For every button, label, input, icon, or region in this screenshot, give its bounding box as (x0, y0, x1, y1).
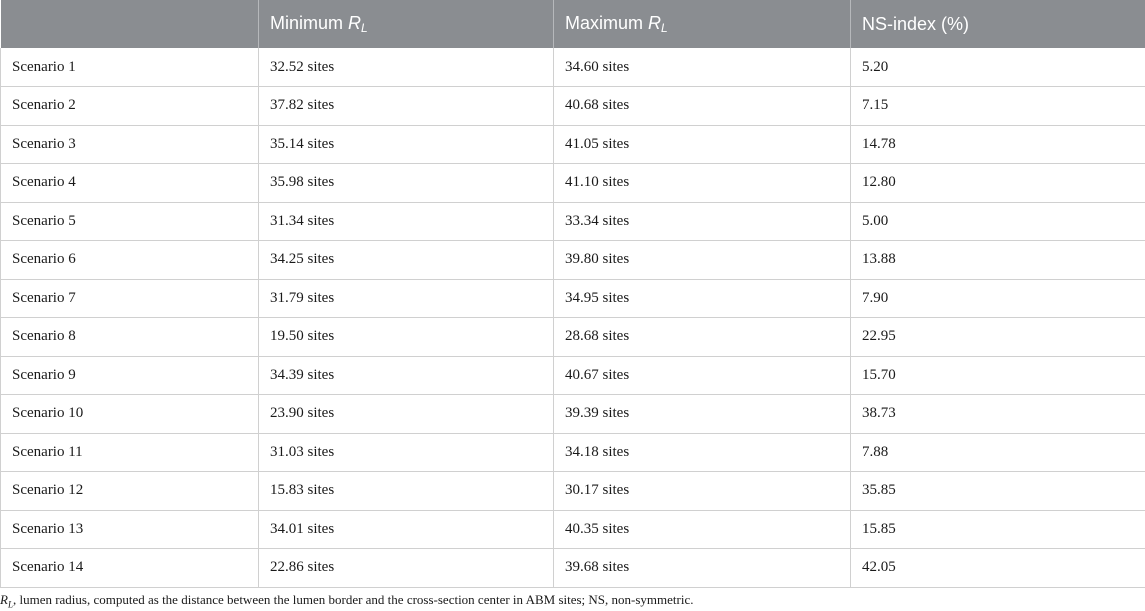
header-minimum-subscript: L (361, 21, 368, 35)
cell-maximum-rl: 28.68 sites (554, 318, 851, 357)
cell-minimum-rl: 31.34 sites (259, 202, 554, 241)
header-ns-index: NS-index (%) (851, 0, 1145, 48)
header-maximum-rl (554, 0, 851, 48)
cell-ns-index: 7.90 (851, 279, 1145, 318)
cell-ns-index: 15.70 (851, 356, 1145, 395)
cell-scenario: Scenario 3 (1, 125, 259, 164)
cell-ns-index: 12.80 (851, 164, 1145, 203)
footnote-text: , lumen radius, computed as the distance between the lumen border and the cross-section center in ABM sites; NS, non-symmetric. (12, 592, 694, 607)
cell-ns-index: 15.85 (851, 510, 1145, 549)
cell-minimum-rl: 22.86 sites (259, 549, 554, 588)
table-row (1, 279, 1145, 318)
cell-maximum-rl: 39.39 sites (554, 395, 851, 434)
cell-scenario: Scenario 8 (1, 318, 259, 357)
cell-maximum-rl: 39.80 sites (554, 241, 851, 280)
cell-maximum-rl: 40.35 sites (554, 510, 851, 549)
table-row (1, 48, 1145, 87)
cell-scenario: Scenario 5 (1, 202, 259, 241)
cell-scenario: Scenario 1 (1, 48, 259, 87)
cell-scenario: Scenario 10 (1, 395, 259, 434)
cell-scenario: Scenario 6 (1, 241, 259, 280)
table-row (1, 433, 1145, 472)
table-footnote (0, 592, 694, 610)
cell-scenario: Scenario 7 (1, 279, 259, 318)
cell-minimum-rl: 34.39 sites (259, 356, 554, 395)
cell-scenario: Scenario 14 (1, 549, 259, 588)
cell-minimum-rl: 23.90 sites (259, 395, 554, 434)
cell-ns-index: 22.95 (851, 318, 1145, 357)
cell-ns-index: 38.73 (851, 395, 1145, 434)
cell-ns-index: 5.20 (851, 48, 1145, 87)
cell-maximum-rl: 39.68 sites (554, 549, 851, 588)
header-row (1, 0, 1145, 48)
table-row (1, 318, 1145, 357)
cell-ns-index: 13.88 (851, 241, 1145, 280)
cell-minimum-rl: 34.25 sites (259, 241, 554, 280)
cell-maximum-rl: 33.34 sites (554, 202, 851, 241)
cell-minimum-rl: 35.98 sites (259, 164, 554, 203)
table-row (1, 395, 1145, 434)
cell-minimum-rl: 35.14 sites (259, 125, 554, 164)
header-minimum-symbol: R (348, 13, 362, 33)
cell-maximum-rl: 40.68 sites (554, 87, 851, 126)
cell-ns-index: 14.78 (851, 125, 1145, 164)
cell-maximum-rl: 41.05 sites (554, 125, 851, 164)
cell-maximum-rl: 34.18 sites (554, 433, 851, 472)
table-row (1, 164, 1145, 203)
table-row (1, 549, 1145, 588)
cell-minimum-rl: 31.03 sites (259, 433, 554, 472)
table-row (1, 125, 1145, 164)
header-maximum-label: Maximum (565, 13, 649, 33)
table-row (1, 241, 1145, 280)
header-scenario (1, 0, 259, 48)
cell-maximum-rl: 34.95 sites (554, 279, 851, 318)
cell-minimum-rl: 19.50 sites (259, 318, 554, 357)
cell-maximum-rl: 30.17 sites (554, 472, 851, 511)
cell-ns-index: 42.05 (851, 549, 1145, 588)
table-row (1, 202, 1145, 241)
cell-minimum-rl: 15.83 sites (259, 472, 554, 511)
cell-ns-index: 5.00 (851, 202, 1145, 241)
table-row (1, 87, 1145, 126)
cell-maximum-rl: 40.67 sites (554, 356, 851, 395)
footnote-subscript: L (7, 599, 13, 610)
cell-scenario: Scenario 4 (1, 164, 259, 203)
header-minimum-label: Minimum (270, 13, 349, 33)
cell-ns-index: 7.88 (851, 433, 1145, 472)
header-maximum-symbol: R (648, 13, 662, 33)
cell-scenario: Scenario 2 (1, 87, 259, 126)
cell-maximum-rl: 41.10 sites (554, 164, 851, 203)
cell-scenario: Scenario 12 (1, 472, 259, 511)
header-minimum-rl (259, 0, 554, 48)
table-row (1, 472, 1145, 511)
cell-ns-index: 7.15 (851, 87, 1145, 126)
cell-scenario: Scenario 13 (1, 510, 259, 549)
table-row (1, 510, 1145, 549)
cell-ns-index: 35.85 (851, 472, 1145, 511)
cell-scenario: Scenario 11 (1, 433, 259, 472)
cell-minimum-rl: 34.01 sites (259, 510, 554, 549)
cell-minimum-rl: 31.79 sites (259, 279, 554, 318)
cell-scenario: Scenario 9 (1, 356, 259, 395)
cell-minimum-rl: 32.52 sites (259, 48, 554, 87)
footnote-symbol: R (0, 592, 8, 607)
table-row (1, 356, 1145, 395)
cell-minimum-rl: 37.82 sites (259, 87, 554, 126)
header-maximum-subscript: L (661, 21, 668, 35)
cell-maximum-rl: 34.60 sites (554, 48, 851, 87)
